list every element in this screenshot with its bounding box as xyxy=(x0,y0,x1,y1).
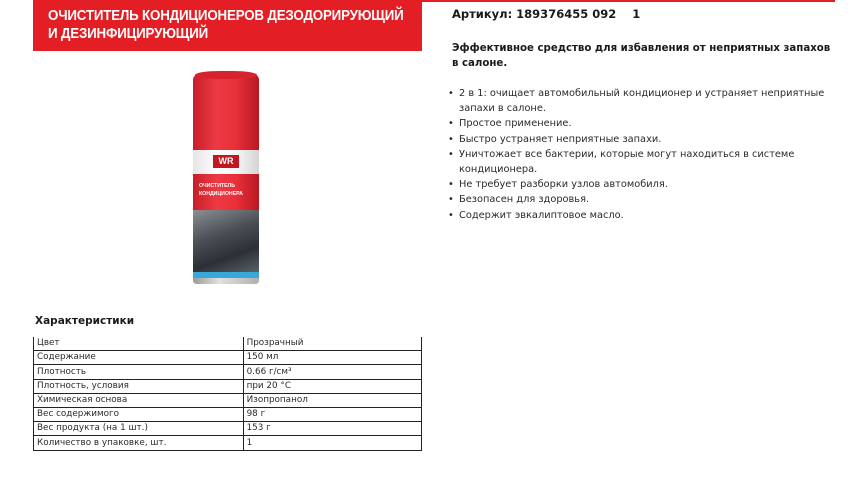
table-row xyxy=(34,337,422,351)
specs-table xyxy=(33,337,422,451)
feature-text: Не требует разборки узлов автомобиля. xyxy=(459,179,668,191)
bullet-icon: • xyxy=(448,133,454,145)
spec-value: 150 мл xyxy=(243,351,421,365)
can-label-line-2: КОНДИЦИОНЕРА xyxy=(199,191,243,197)
product-lead-description: Эффективное средство для избавления от неприятных запахов в салоне. xyxy=(452,43,831,69)
spec-key: Вес продукта (на 1 шт.) xyxy=(34,422,244,436)
bullet-icon: • xyxy=(448,194,454,206)
can-body xyxy=(193,74,259,284)
table-row xyxy=(34,407,422,421)
feature-text: Безопасен для здоровья. xyxy=(459,194,590,206)
feature-list xyxy=(447,86,842,223)
spec-key: Вес содержимого xyxy=(34,407,244,421)
product-title-line-1: ОЧИСТИТЕЛЬ КОНДИЦИОНЕРОВ ДЕЗОДОРИРУЮЩИЙ xyxy=(48,8,404,24)
feature-text: Простое применение. xyxy=(459,118,572,130)
spec-key: Содержание xyxy=(34,351,244,365)
spec-key: Плотность xyxy=(34,365,244,379)
table-row xyxy=(34,351,422,365)
can-cap xyxy=(195,71,257,79)
feature-text: Уничтожает все бактерии, которые могут находиться в системе кондиционера. xyxy=(459,148,795,176)
bullet-icon: • xyxy=(448,148,454,160)
feature-text: Быстро устраняет неприятные запахи. xyxy=(459,133,662,145)
spec-value: при 20 °С xyxy=(243,379,421,393)
feature-item xyxy=(447,192,842,207)
brand-logo-icon: WR xyxy=(213,155,239,168)
feature-text: Содержит эвкалиптовое масло. xyxy=(459,209,624,221)
specs-heading: Характеристики xyxy=(35,315,135,327)
feature-item xyxy=(447,147,842,177)
feature-item xyxy=(447,132,842,147)
spec-key: Количество в упаковке, шт. xyxy=(34,436,244,450)
product-title-line-2: И ДЕЗИНФИЦИРУЮЩИЙ xyxy=(48,26,209,42)
feature-item xyxy=(447,86,842,116)
product-image-aerosol-can xyxy=(193,71,259,287)
spec-key: Химическая основа xyxy=(34,393,244,407)
product-title-banner xyxy=(33,0,422,51)
feature-item xyxy=(447,177,842,192)
table-row xyxy=(34,436,422,450)
spec-value: 153 г xyxy=(243,422,421,436)
can-label-text xyxy=(199,182,257,198)
can-label-line-1: ОЧИСТИТЕЛЬ xyxy=(199,183,235,189)
feature-text: 2 в 1: очищает автомобильный кондиционер и устраняет неприятные запахи в салоне. xyxy=(459,88,825,115)
table-row xyxy=(34,379,422,393)
spec-value: Прозрачный xyxy=(243,337,421,351)
can-photo-area xyxy=(193,210,259,272)
table-row xyxy=(34,365,422,379)
article-number: Артикул: 189376455 092 1 xyxy=(452,7,641,21)
feature-item xyxy=(447,116,842,131)
spec-key: Цвет xyxy=(34,337,244,351)
table-row xyxy=(34,393,422,407)
bullet-icon: • xyxy=(448,209,454,221)
spec-value: 1 xyxy=(243,436,421,450)
spec-value: 98 г xyxy=(243,407,421,421)
spec-key: Плотность, условия xyxy=(34,379,244,393)
can-bottom-rim xyxy=(193,278,259,284)
table-row xyxy=(34,422,422,436)
spec-value: 0.66 г/см³ xyxy=(243,365,421,379)
spec-value: Изопропанол xyxy=(243,393,421,407)
header-accent-rule xyxy=(422,0,835,2)
feature-item xyxy=(447,208,842,223)
bullet-icon: • xyxy=(448,179,454,191)
bullet-icon: • xyxy=(448,118,454,130)
bullet-icon: • xyxy=(448,88,454,99)
